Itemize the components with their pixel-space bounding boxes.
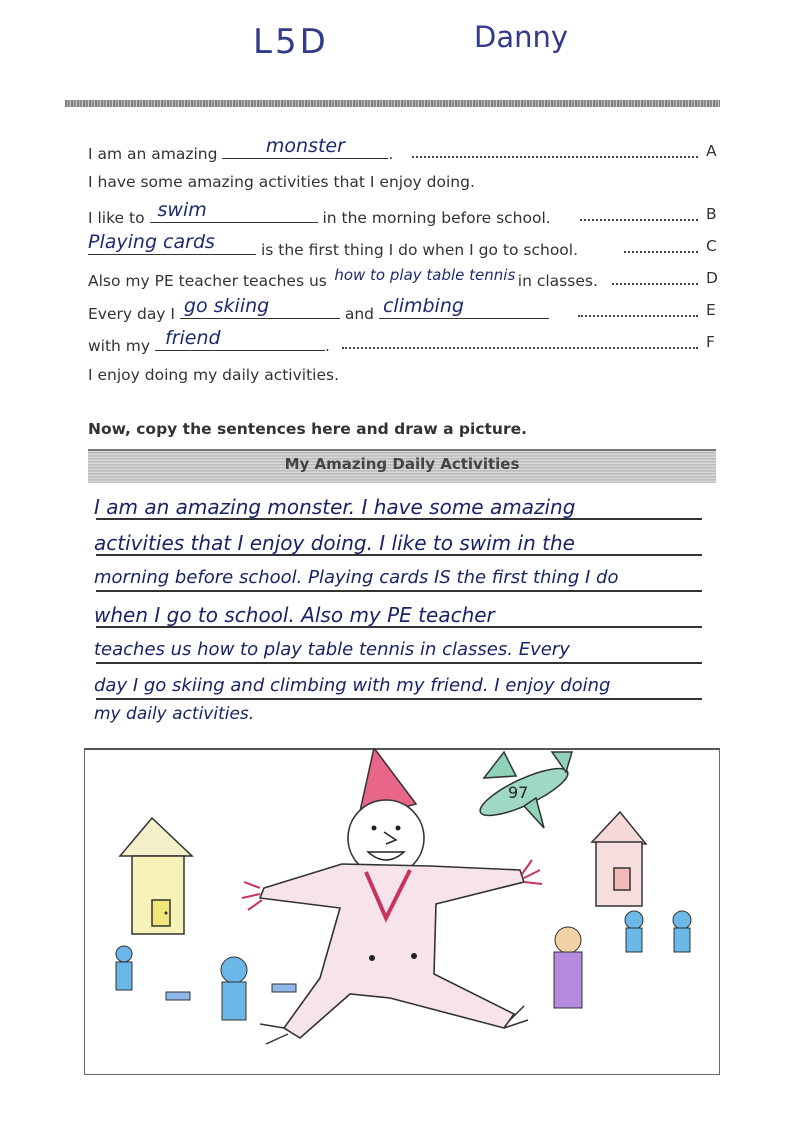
writing-line	[96, 698, 702, 700]
monster-drawing	[84, 748, 718, 1072]
student-name: Danny	[474, 20, 569, 54]
sentence-d	[88, 268, 598, 290]
sentence-d-prefix: Also my PE teacher teaches us	[88, 272, 327, 290]
sentence-a	[88, 135, 394, 163]
dotted-leader-d	[612, 283, 698, 285]
letter-e: E	[706, 301, 716, 319]
copied-line: when I go to school. Also my PE teacher	[94, 603, 495, 627]
answer-f: friend	[165, 327, 221, 349]
dotted-leader-c	[624, 251, 698, 253]
copied-line: teaches us how to play table tennis in classes. Every	[94, 639, 570, 660]
letter-c: C	[706, 237, 717, 255]
answer-b: swim	[157, 199, 207, 221]
dotted-leader-a	[412, 156, 698, 158]
sentence-e-prefix: Every day I	[88, 305, 175, 323]
airplane-number: 97	[508, 783, 529, 802]
left-house	[120, 818, 192, 934]
answer-blank-e2[interactable]	[379, 295, 549, 319]
sentence-b-suffix: in the morning before school.	[322, 209, 551, 227]
sentence-b	[88, 199, 551, 227]
copied-line: activities that I enjoy doing. I like to swim in the	[94, 531, 575, 555]
writing-line	[96, 590, 702, 592]
writing-line	[96, 662, 702, 664]
sentence-b-prefix: I like to	[88, 209, 145, 227]
letter-a: A	[706, 142, 717, 160]
sentence-c-suffix: is the first thing I do when I go to school.	[260, 241, 579, 259]
sentence-f	[88, 327, 330, 355]
answer-e2: climbing	[382, 295, 464, 317]
answer-blank-e1[interactable]	[180, 295, 340, 319]
answer-a: monster	[265, 135, 345, 157]
letter-d: D	[706, 269, 718, 287]
top-divider	[65, 100, 720, 107]
answer-blank-f[interactable]	[155, 327, 325, 351]
airplane-drawing	[475, 752, 573, 828]
right-house	[592, 812, 646, 906]
sentence-activities: I have some amazing activities that I enjoy doing.	[88, 173, 475, 191]
banner-title: My Amazing Daily Activities	[284, 455, 520, 473]
sentence-a-suffix: .	[388, 145, 394, 163]
answer-blank-a[interactable]	[222, 135, 388, 159]
sentence-e-and: and	[344, 305, 375, 323]
sentence-f-suffix: .	[325, 337, 330, 355]
answer-blank-b[interactable]	[150, 199, 318, 223]
answer-blank-d[interactable]	[332, 268, 518, 286]
answer-c: Playing cards	[88, 231, 215, 253]
copy-instruction: Now, copy the sentences here and draw a picture.	[88, 420, 528, 438]
dotted-leader-f	[342, 347, 698, 349]
class-code: L5D	[253, 22, 329, 62]
copied-line: I am an amazing monster. I have some amazing	[94, 495, 576, 519]
sentence-c	[88, 231, 579, 259]
letter-f: F	[706, 333, 715, 351]
letter-b: B	[706, 205, 717, 223]
dotted-leader-b	[580, 219, 698, 221]
answer-blank-c[interactable]	[88, 231, 256, 255]
copied-line: my daily activities.	[94, 704, 255, 724]
copied-line: day I go skiing and climbing with my friend. I enjoy doing	[94, 675, 611, 696]
answer-d: how to play table tennis	[334, 266, 516, 284]
sentence-a-prefix: I am an amazing	[88, 145, 218, 163]
sentence-e	[88, 295, 549, 323]
answer-e1: go skiing	[183, 295, 270, 317]
sentence-enjoy: I enjoy doing my daily activities.	[88, 366, 340, 384]
sentence-f-prefix: with my	[88, 337, 151, 355]
copied-line: morning before school. Playing cards IS the first thing I do	[94, 567, 619, 588]
sentence-d-suffix: in classes.	[517, 272, 598, 290]
dotted-leader-e	[578, 315, 698, 317]
